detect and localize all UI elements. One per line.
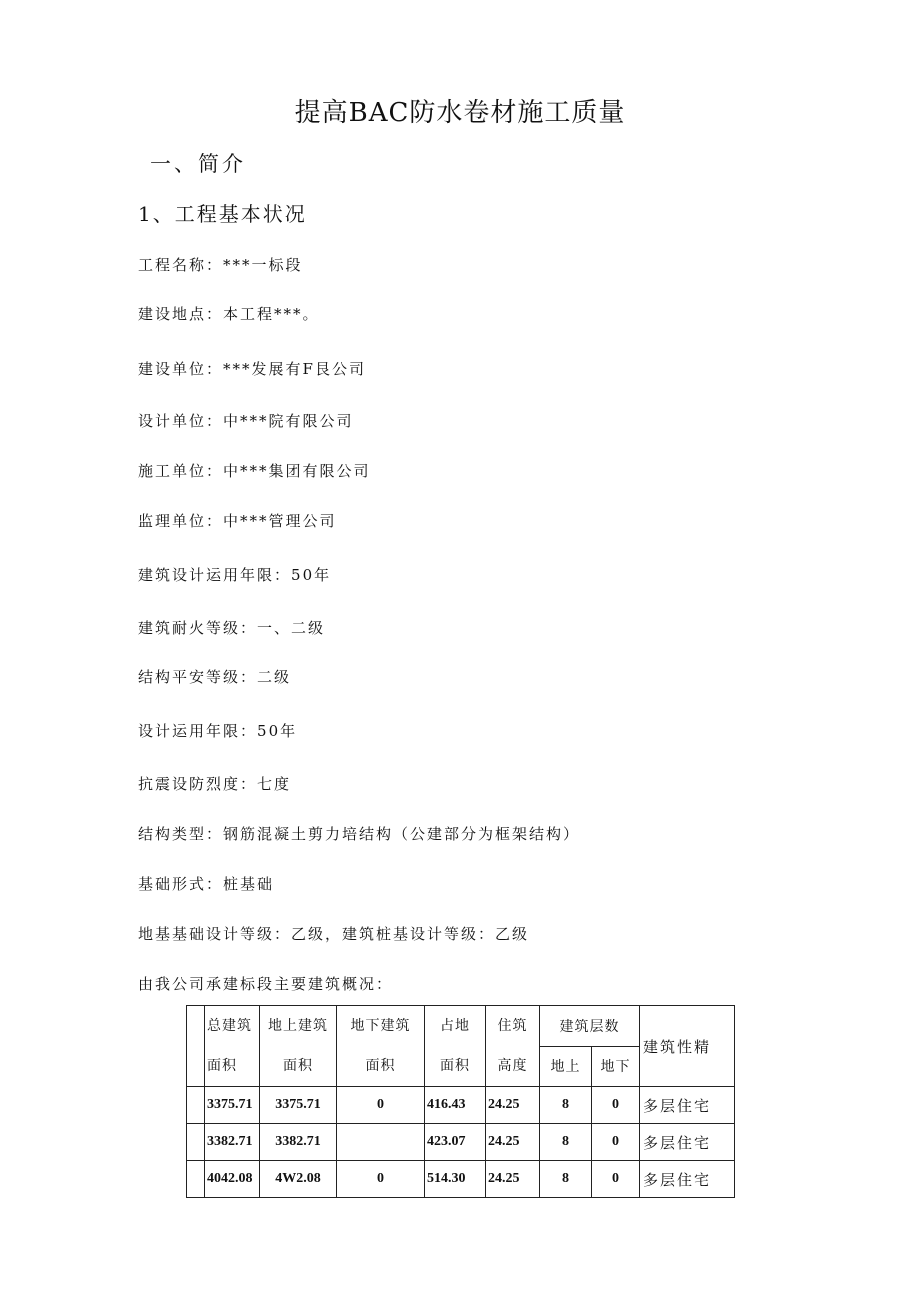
info-value: 中***院有限公司 xyxy=(223,412,354,430)
info-label: 施工单位 xyxy=(138,462,207,480)
info-separator: ： xyxy=(240,619,258,637)
info-separator: ： xyxy=(274,566,292,584)
info-value: 乙级，建筑桩基设计等级：乙级 xyxy=(291,925,530,943)
cell-floors-above: 8 xyxy=(540,1087,592,1124)
header-text: 面积 xyxy=(440,1058,470,1074)
cell-nature: 多层住宅 xyxy=(640,1087,735,1124)
cell-above-area: 3375.71 xyxy=(260,1087,337,1124)
cell-floors-above: 8 xyxy=(540,1161,592,1198)
building-summary-table xyxy=(186,1005,735,1198)
info-separator: ： xyxy=(206,462,224,480)
info-safety-level xyxy=(138,666,291,687)
cell-above-area: 4W2.08 xyxy=(260,1161,337,1198)
info-label: 监理单位 xyxy=(138,512,207,530)
cell-nature: 多层住宅 xyxy=(640,1161,735,1198)
cell-below-area: 0 xyxy=(337,1087,425,1124)
table-header-row xyxy=(187,1006,735,1047)
header-text: 面积 xyxy=(365,1058,396,1074)
info-value: 一、二级 xyxy=(257,619,326,637)
cell-height: 24.25 xyxy=(486,1124,540,1161)
cell-footprint: 423.07 xyxy=(425,1124,486,1161)
info-foundation-grade xyxy=(138,923,529,944)
info-separator: ： xyxy=(206,875,224,893)
info-value: 桩基础 xyxy=(223,875,275,893)
cell-above-area: 3382.71 xyxy=(260,1124,337,1161)
table-intro: 由我公司承建标段主要建筑概况： xyxy=(138,975,394,993)
info-client xyxy=(138,358,366,379)
info-separator: ： xyxy=(240,722,258,740)
header-floors-above: 地上 xyxy=(540,1046,592,1087)
info-separator: ： xyxy=(240,775,258,793)
info-design-life xyxy=(138,564,331,585)
subsection-heading: 1、工程基本状况 xyxy=(138,202,307,226)
header-text: 地上建筑 xyxy=(268,1018,328,1034)
info-value: 七度 xyxy=(257,775,292,793)
info-value: ***一标段 xyxy=(223,256,303,274)
table-margin-cell xyxy=(187,1006,205,1087)
info-separator: ： xyxy=(206,305,224,323)
cell-nature: 多层住宅 xyxy=(640,1124,735,1161)
info-value: 50年 xyxy=(257,722,298,740)
table-row xyxy=(187,1161,735,1198)
info-foundation xyxy=(138,873,274,894)
table-margin-cell xyxy=(187,1087,205,1124)
info-label: 设计单位 xyxy=(138,412,207,430)
cell-floors-below: 0 xyxy=(592,1161,640,1198)
info-label: 建筑设计运用年限 xyxy=(138,566,275,584)
table-row xyxy=(187,1124,735,1161)
info-label: 建设单位 xyxy=(138,360,207,378)
cell-height: 24.25 xyxy=(486,1161,540,1198)
header-footprint xyxy=(425,1006,486,1087)
info-separator: ： xyxy=(240,668,258,686)
header-text: 面积 xyxy=(207,1058,237,1074)
info-separator: ： xyxy=(206,256,224,274)
info-value: 中***集团有限公司 xyxy=(223,462,371,480)
cell-footprint: 416.43 xyxy=(425,1087,486,1124)
table-margin-cell xyxy=(187,1124,205,1161)
info-label: 基础形式 xyxy=(138,875,207,893)
info-seismic xyxy=(138,773,291,794)
info-value: ***发展有F艮公司 xyxy=(223,360,366,378)
info-project-name xyxy=(138,254,303,275)
cell-total-area: 3382.71 xyxy=(205,1124,260,1161)
info-value: 本工程***。 xyxy=(223,305,320,323)
info-contractor xyxy=(138,460,371,481)
info-value: 中***管理公司 xyxy=(223,512,337,530)
info-separator: ： xyxy=(206,412,224,430)
info-service-life xyxy=(138,720,297,741)
header-total-area xyxy=(205,1006,260,1087)
cell-footprint: 514.30 xyxy=(425,1161,486,1198)
info-separator: ： xyxy=(206,512,224,530)
info-label: 工程名称 xyxy=(138,256,207,274)
header-above-area xyxy=(260,1006,337,1087)
info-separator: ： xyxy=(206,360,224,378)
info-designer xyxy=(138,410,354,431)
cell-total-area: 3375.71 xyxy=(205,1087,260,1124)
info-label: 建筑耐火等级 xyxy=(138,619,241,637)
info-value: 50年 xyxy=(291,566,332,584)
cell-below-area: 0 xyxy=(337,1161,425,1198)
info-fire-rating xyxy=(138,617,325,638)
info-label: 建设地点 xyxy=(138,305,207,323)
header-text: 总建筑 xyxy=(207,1018,252,1034)
info-value: 钢筋混凝土剪力培结构（公建部分为框架结构） xyxy=(223,825,581,843)
info-separator: ： xyxy=(206,825,224,843)
cell-floors-below: 0 xyxy=(592,1124,640,1161)
header-text: 住筑 xyxy=(497,1018,528,1034)
info-supervisor xyxy=(138,510,337,531)
header-height xyxy=(486,1006,540,1087)
table-margin-cell xyxy=(187,1161,205,1198)
info-label: 地基基础设计等级 xyxy=(138,925,275,943)
info-structure-type xyxy=(138,823,580,844)
section-heading: 一、简介 xyxy=(150,152,246,176)
info-label: 抗震设防烈度 xyxy=(138,775,241,793)
header-nature: 建筑性精 xyxy=(640,1006,735,1087)
cell-floors-below: 0 xyxy=(592,1087,640,1124)
cell-below-area xyxy=(337,1124,425,1161)
cell-floors-above: 8 xyxy=(540,1124,592,1161)
header-text: 占地 xyxy=(440,1018,470,1034)
info-label: 设计运用年限 xyxy=(138,722,241,740)
info-location xyxy=(138,303,320,324)
cell-total-area: 4042.08 xyxy=(205,1161,260,1198)
info-separator: ： xyxy=(274,925,292,943)
document-title: 提高BAC防水卷材施工质量 xyxy=(294,98,626,128)
header-floors: 建筑层数 xyxy=(540,1006,640,1047)
info-value: 二级 xyxy=(257,668,292,686)
header-text: 面积 xyxy=(283,1058,313,1074)
info-label: 结构类型 xyxy=(138,825,207,843)
header-below-area xyxy=(337,1006,425,1087)
cell-height: 24.25 xyxy=(486,1087,540,1124)
table-row xyxy=(187,1087,735,1124)
header-text: 高度 xyxy=(497,1058,528,1074)
header-floors-below: 地下 xyxy=(592,1046,640,1087)
header-text: 地下建筑 xyxy=(350,1018,411,1034)
info-label: 结构平安等级 xyxy=(138,668,241,686)
